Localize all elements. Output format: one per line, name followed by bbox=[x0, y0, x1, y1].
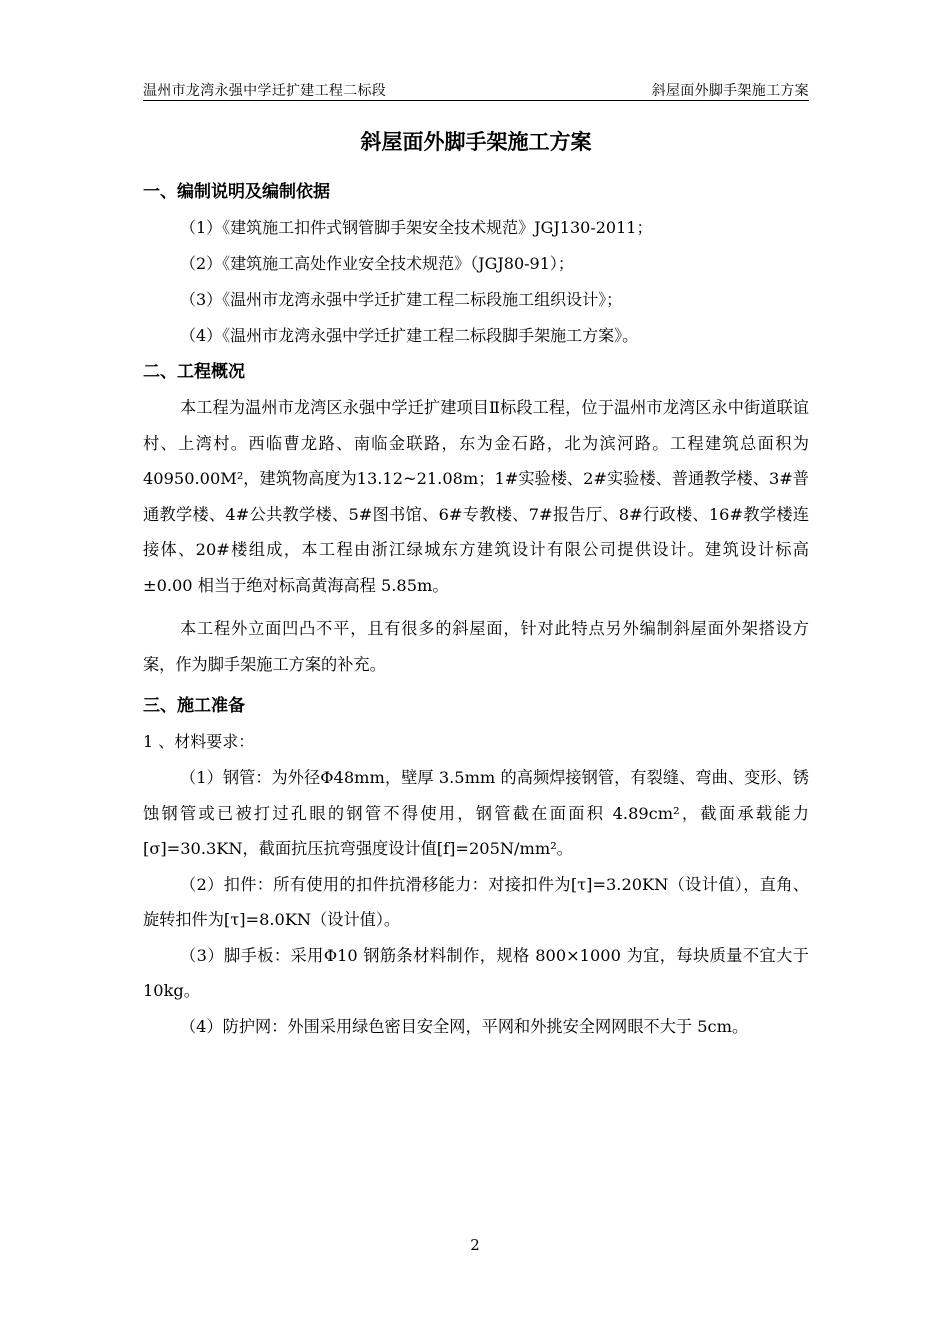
header-project-name: 温州市龙湾永强中学迁扩建工程二标段 bbox=[143, 83, 387, 99]
reference-item: （1）《建筑施工扣件式钢管脚手架安全技术规范》JGJ130-2011； bbox=[180, 218, 653, 237]
page-header bbox=[143, 76, 809, 101]
header-document-name: 斜屋面外脚手架施工方案 bbox=[651, 83, 809, 99]
overview-paragraph: 本工程为温州市龙湾区永强中学迁扩建项目Ⅱ标段工程，位于温州市龙湾区永中街道联谊村、上湾村。西临曹龙路、南临金联路，东为金石路，北为滨河路。工程建筑总面积为40950.00M²，建筑物高度为13.12~21.08m；1#实验楼、2#实验楼、普通教学楼、3#普通教学楼、4#公共教学楼、5#图书馆、6#专教楼、7#报告厅、8#行政楼、16#教学楼连接体、20#楼组成，本工程由浙江绿城东方建筑设计有限公司提供设计。建筑设计标高±0.00 相当于绝对标高黄海高程 5.85m。 bbox=[143, 398, 809, 595]
page-content bbox=[143, 118, 809, 1044]
material-item-steel-pipe: （1）钢管：为外径Φ48mm，壁厚 3.5mm 的高频焊接钢管，有裂缝、弯曲、变形、锈蚀钢管或已被打过孔眼的钢管不得使用，钢管截在面面积 4.89cm²，截面承载能力[σ]=30.3KN，截面抗压抗弯强度设计值[f]=205N/mm²。 bbox=[143, 768, 809, 858]
reference-item: （3）《温州市龙湾永强中学迁扩建工程二标段施工组织设计》； bbox=[180, 290, 623, 309]
reference-item: （4）《温州市龙湾永强中学迁扩建工程二标段脚手架施工方案》。 bbox=[180, 326, 639, 345]
overview-paragraph: 本工程外立面凹凸不平，且有很多的斜屋面，针对此特点另外编制斜屋面外架搭设方案，作为脚手架施工方案的补充。 bbox=[143, 619, 809, 674]
section-heading-preparation: 三、施工准备 bbox=[143, 696, 245, 716]
page-number: 2 bbox=[470, 1236, 480, 1254]
material-item-fastener: （2）扣件：所有使用的扣件抗滑移能力：对接扣件为[τ]=3.20KN（设计值），直角、旋转扣件为[τ]=8.0KN（设计值）。 bbox=[143, 874, 809, 929]
section-heading-overview: 二、工程概况 bbox=[143, 362, 245, 382]
material-requirements-heading: 1 、材料要求： bbox=[143, 732, 255, 751]
section-heading-basis: 一、编制说明及编制依据 bbox=[143, 182, 330, 202]
reference-item: （2）《建筑施工高处作业安全技术规范》（JGJ80-91）； bbox=[180, 254, 574, 273]
document-title: 斜屋面外脚手架施工方案 bbox=[360, 129, 592, 154]
material-item-scaffold-board: （3）脚手板：采用Φ10 钢筋条材料制作，规格 800×1000 为宜，每块质量不宜大于 10kg。 bbox=[143, 945, 809, 1000]
material-item-safety-net: （4）防护网：外围采用绿色密目安全网，平网和外挑安全网网眼不大于 5cm。 bbox=[180, 1016, 749, 1036]
